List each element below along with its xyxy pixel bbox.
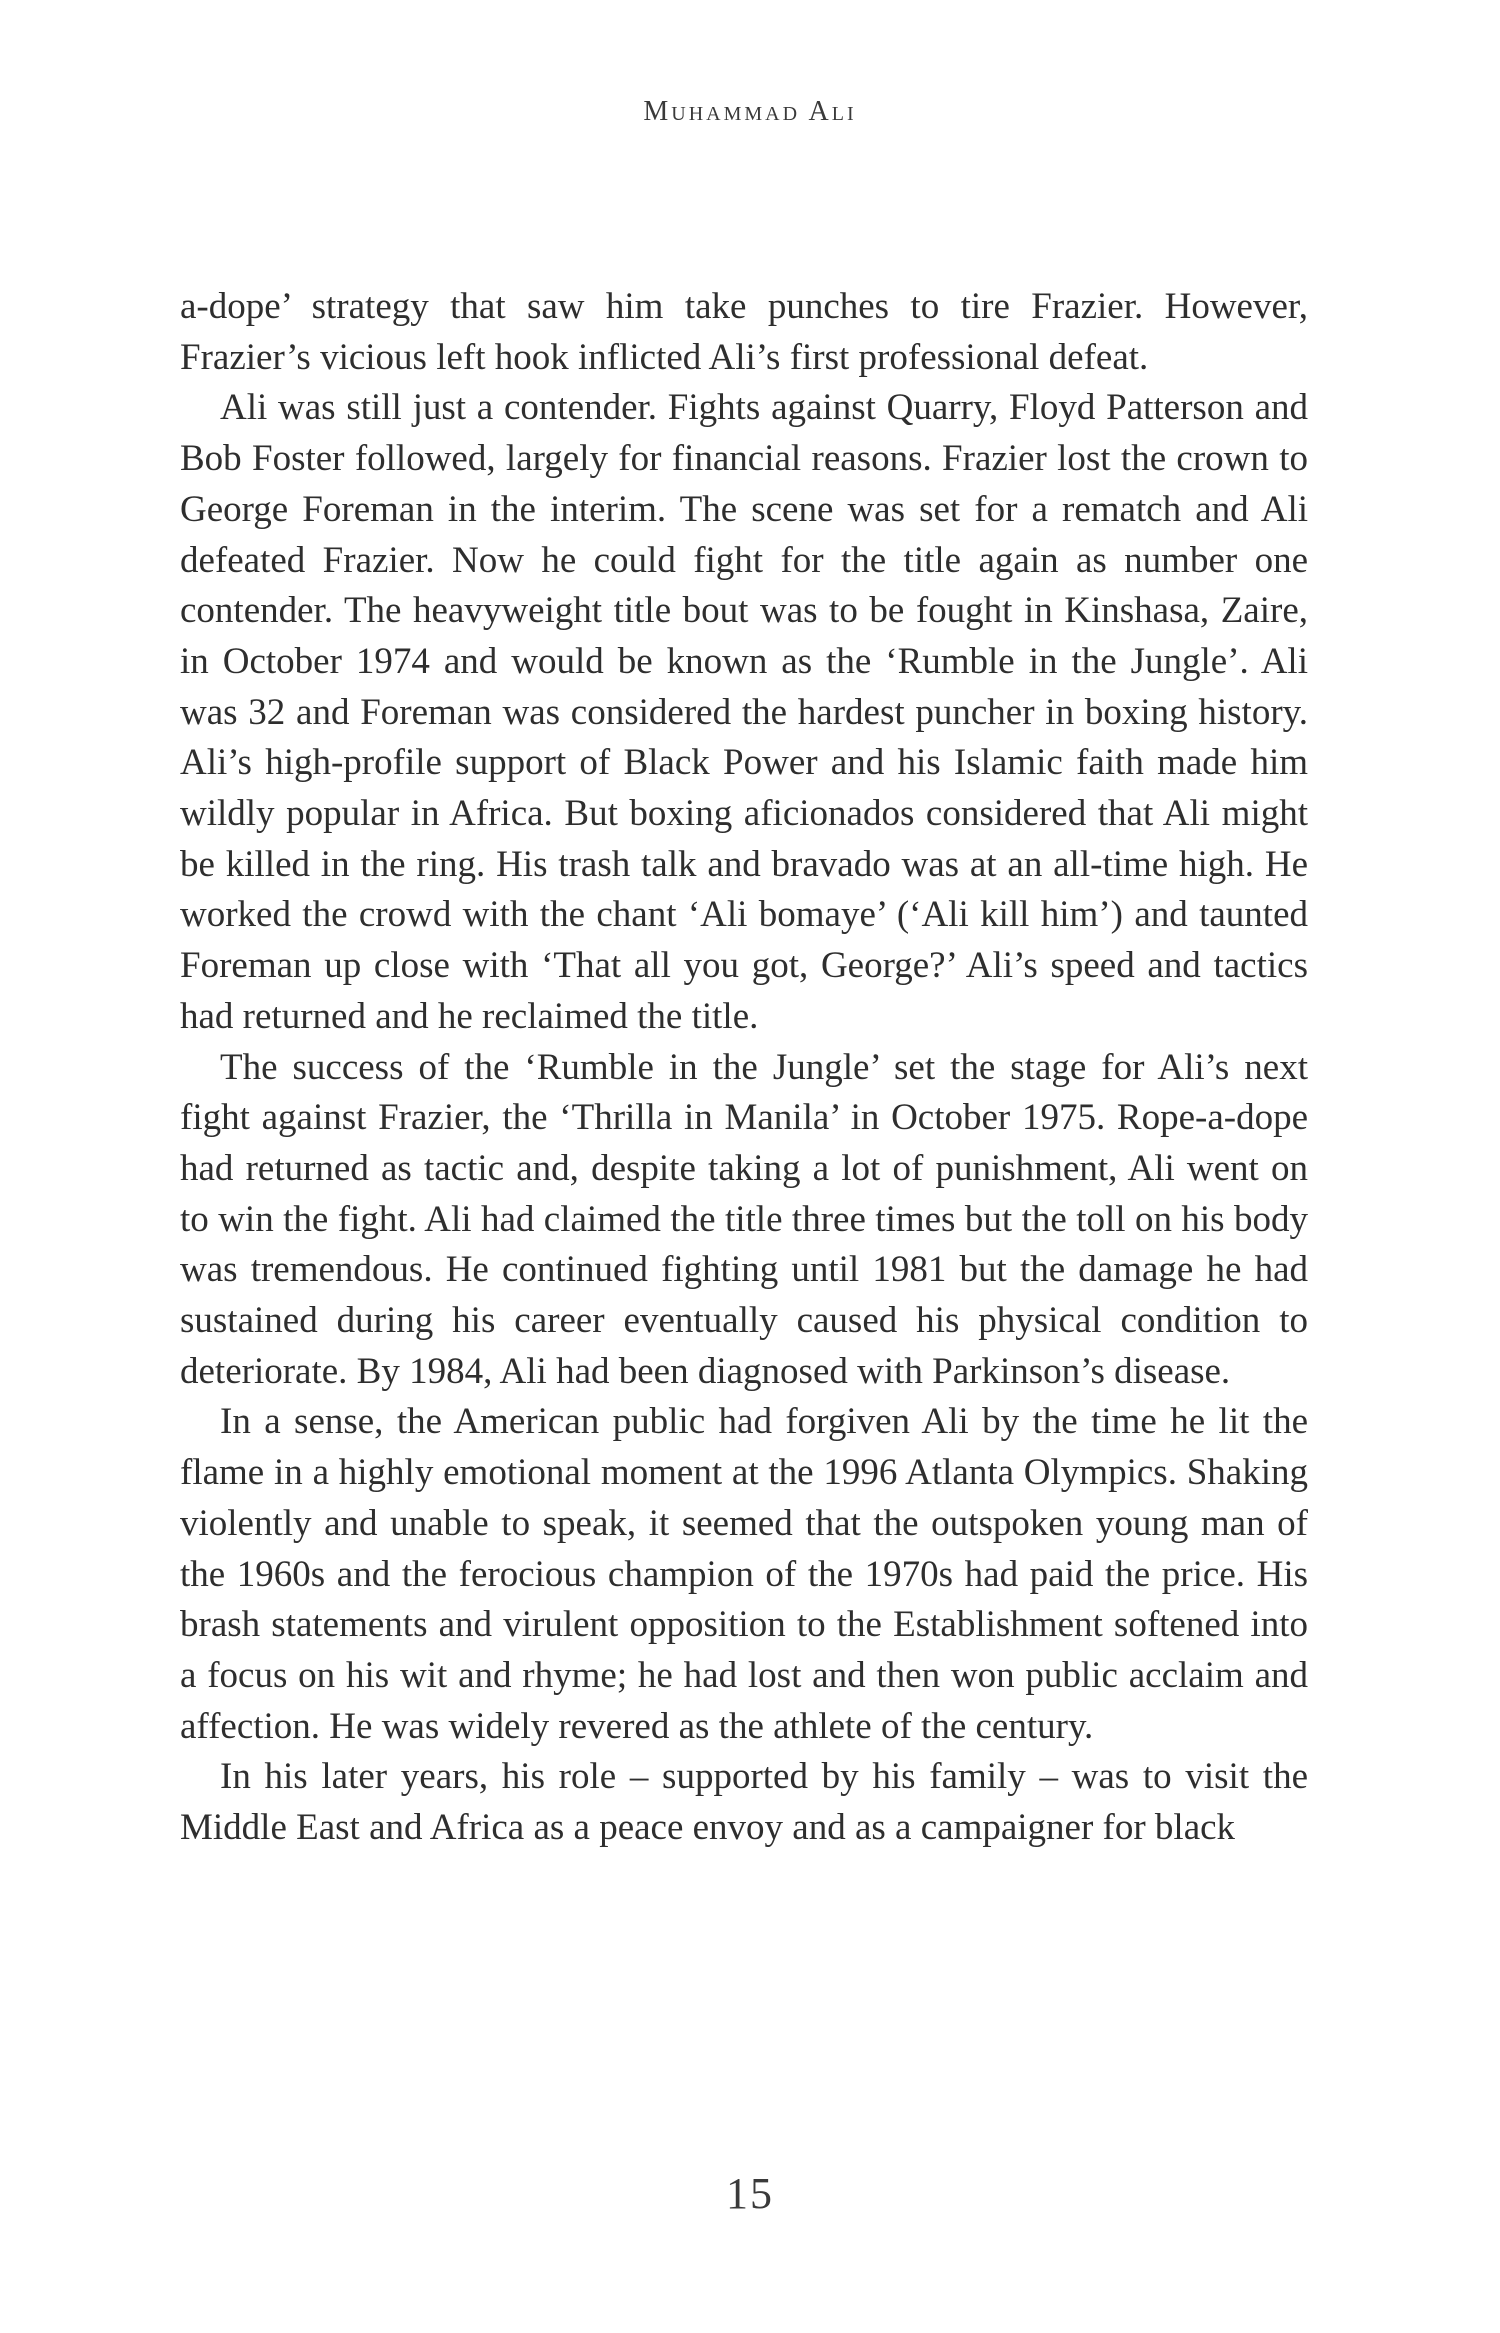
body-text [180,282,1308,1854]
paragraph: In a sense, the American public had forgiven Ali by the time he lit the flame in a highly emotional moment at the 1996 Atlanta Olympics. Shaking violently and unable to speak, it seemed that the outspoken young man of the 1960s and the ferocious champion of the 1970s had paid the price. His brash statements and virulent opposition to the Establishment softened into a focus on his wit and rhyme; he had lost and then won public acclaim and affection. He was widely revered as the athlete of the century. [180,1401,1308,1747]
page-number: 15 [726,2169,774,2218]
paragraph: In his later years, his role – supported by his family – was to visit the Middle East and Africa as a peace envoy and as a campaigner for black [180,1756,1308,1849]
paragraph: Ali was still just a contender. Fights against Quarry, Floyd Patterson and Bob Foster followed, largely for financial reasons. Frazier lost the crown to George Foreman in the interim. The scene was set for a rematch and Ali defeated Frazier. Now he could fight for the title again as number one contender. The heavyweight title bout was to be fought in Kinshasa, Zaire, in October 1974 and would be known as the ‘Rumble in the Jungle’. Ali was 32 and Foreman was considered the hardest puncher in boxing history. Ali’s high-profile support of Black Power and his Islamic faith made him wildly popular in Africa. But boxing aficionados considered that Ali might be killed in the ring. His trash talk and bravado was at an all-time high. He worked the crowd with the chant ‘Ali bomaye’ (‘Ali kill him’) and taunted Foreman up close with ‘That all you got, George?’ Ali’s speed and tactics had returned and he reclaimed the title. [180,387,1308,1037]
paragraph: a-dope’ strategy that saw him take punches to tire Frazier. However, Frazier’s vicious left hook inflicted Ali’s first professional defeat. [180,286,1308,378]
paragraph: The success of the ‘Rumble in the Jungle’ set the stage for Ali’s next fight against Frazier, the ‘Thrilla in Manila’ in October 1975. Rope-a-dope had returned as tactic and, despite taking a lot of punishment, Ali went on to win the fight. Ali had claimed the title three times but the toll on his body was tremendous. He continued fighting until 1981 but the damage he had sustained during his career eventually caused his physical condition to deteriorate. By 1984, Ali had been diagnosed with Parkinson’s disease. [180,1046,1308,1392]
running-head: Muhammad Ali [643,96,857,127]
